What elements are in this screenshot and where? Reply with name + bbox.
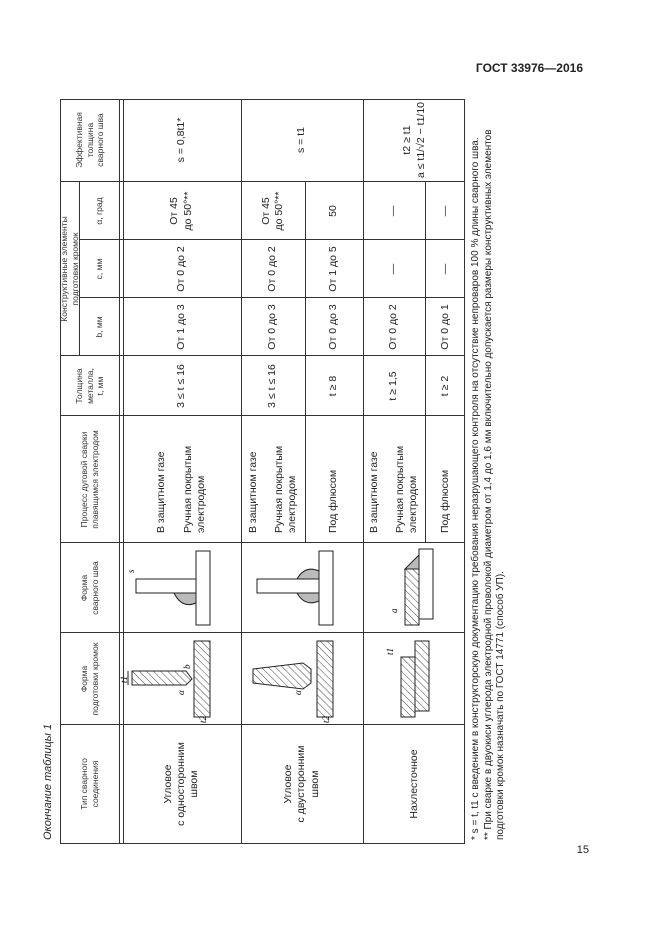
row1-thickness: 3 ≤ t ≤ 16 xyxy=(174,364,187,408)
edge-prep-drawing-3 xyxy=(363,633,466,725)
row1-alpha: От 45 до 50°** xyxy=(168,191,194,231)
row3b-thickness: t ≥ 2 xyxy=(438,375,451,397)
label-t1-3: t1 xyxy=(385,647,395,655)
header-thickness: Толщина металла, t, мм xyxy=(74,368,106,404)
row3b-b: От 0 до 1 xyxy=(438,304,451,350)
row3-effective: t2 ≥ t1 a ≤ t1/√2 − t1/10 xyxy=(401,101,427,179)
header-alpha: α, град xyxy=(93,197,104,225)
label-alpha: α xyxy=(176,690,186,695)
weld-shape-drawing-3 xyxy=(363,543,466,633)
weld-shape-drawing-1 xyxy=(122,543,241,633)
header-joint-type: Тип сварного соединения xyxy=(79,758,100,810)
row2a-c: От 0 до 2 xyxy=(266,246,279,292)
label-a: a xyxy=(389,608,399,613)
label-alpha-2: α xyxy=(293,690,303,695)
row3-joint: Нахлесточное xyxy=(407,749,420,819)
footnote-3: подготовки кромок назначать по ГОСТ 14771 (способ УП). xyxy=(495,571,506,840)
row2a-process: В защитном газе Ручная покрытым электродом xyxy=(246,445,299,533)
label-t2-2: t2 xyxy=(321,715,331,723)
row2b-alpha: 50 xyxy=(327,205,340,217)
row2b-process: Под флюсом xyxy=(327,469,340,533)
header-effective-thickness: Эффективная толщина сварного шва xyxy=(74,112,106,168)
row3b-process: Под флюсом xyxy=(438,469,451,533)
footnote-1: * s = t, t1 с введением в конструкторскую документацию требования неразрушающего контроля на отсутствие непроваров 100 % длины сварного шва. xyxy=(470,137,481,840)
row2a-b: От 0 до 3 xyxy=(266,304,279,350)
row3a-b: От 0 до 2 xyxy=(387,304,400,350)
document-header: ГОСТ 33976—2016 xyxy=(475,61,583,75)
row3a-process: В защитном газе Ручная покрытым электродом xyxy=(367,445,420,533)
row3a-c: — xyxy=(387,263,400,275)
label-b: b xyxy=(182,664,192,669)
row1-process: В защитном газе Ручная покрытым электродом xyxy=(155,445,207,533)
row3a-alpha: — xyxy=(387,205,400,217)
header-process: Процесс дуговой сварки плавящимся электродом xyxy=(79,430,100,529)
welding-table xyxy=(60,99,465,844)
row1-effective: s = 0,8t1* xyxy=(174,117,187,163)
row2a-thickness: 3 ≤ t ≤ 16 xyxy=(266,364,279,408)
label-t2: t2 xyxy=(198,715,208,723)
row2-joint: Угловое с двусторонним швом xyxy=(282,745,321,823)
row2b-b: От 0 до 3 xyxy=(327,304,340,350)
row3b-c: — xyxy=(438,263,451,275)
header-weld-shape: Форма сварного шва xyxy=(79,561,100,615)
rotated-table-area xyxy=(40,99,540,844)
row2a-alpha: От 45 до 50°** xyxy=(259,191,285,231)
header-elements: Конструктивные элементы подготовки кромок xyxy=(59,216,80,322)
edge-prep-drawing-1 xyxy=(119,633,241,725)
page-number: 15 xyxy=(576,844,589,856)
row2b-thickness: t ≥ 8 xyxy=(327,375,340,397)
header-edge-prep: Форма подготовки кромок xyxy=(79,642,100,716)
row2b-c: От 1 до 5 xyxy=(327,246,340,292)
edge-prep-drawing-2 xyxy=(241,633,363,725)
row3b-alpha: — xyxy=(438,205,451,217)
footnote-2: ** При сварке в двуокиси углерода электродной проволокой диаметром от 1,4 до 1,6 мм включительно допускается размеры конструктивных элементов xyxy=(482,129,494,840)
footnotes xyxy=(470,100,508,840)
row1-joint: Угловое с односторонним швом xyxy=(161,742,201,826)
weld-shape-drawing-2 xyxy=(241,543,363,633)
label-s: s xyxy=(126,569,136,573)
row1-b: От 1 до 3 xyxy=(174,304,187,350)
label-t1: t1 xyxy=(119,675,129,683)
header-c: c, мм xyxy=(93,258,104,280)
row1-c: От 0 до 2 xyxy=(174,246,187,292)
row2-effective: s = t1 xyxy=(295,127,308,153)
table-caption: Окончание таблицы 1 xyxy=(42,723,54,840)
row3a-thickness: t ≥ 1,5 xyxy=(387,371,400,401)
header-b: b, мм xyxy=(93,316,104,338)
